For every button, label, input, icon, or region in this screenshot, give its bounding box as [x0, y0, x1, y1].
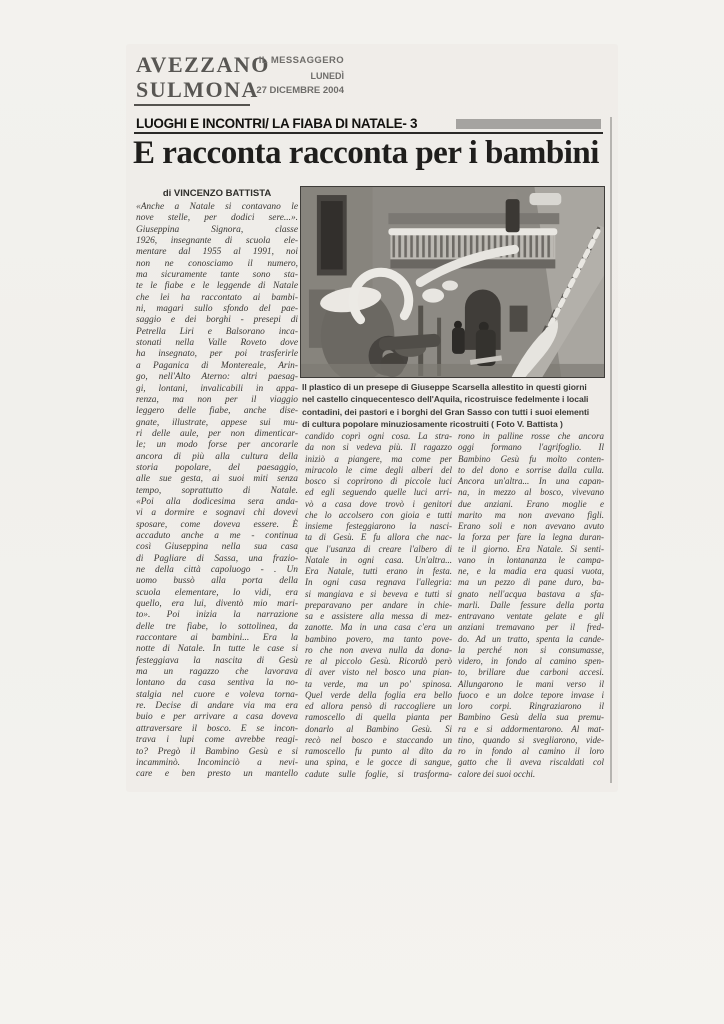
text-line: to del dono e sorrise dalla culla.	[458, 464, 604, 475]
text-line: re al piccolo Gesù. Ricordò però	[305, 656, 452, 666]
text-line: sa e assistere alla messa di mez-	[305, 611, 452, 621]
text-line: stalgia nel cuore e voleva torna-	[136, 689, 298, 700]
text-line: tino, quando si svegliarono, vide-	[458, 734, 604, 745]
text-line: ramoscello fu punto al dito da	[305, 746, 452, 756]
text-line: le; un modo forse per ancorarle	[136, 440, 298, 451]
text-line: re. Decise di andare via ma era	[136, 701, 298, 712]
text-line: a Paganica di Montereale, Arin-	[136, 360, 298, 371]
text-line: ta di Gesù. E fu allora che nac-	[305, 532, 452, 543]
kicker-decoration-bar	[456, 119, 601, 129]
text-line: to? Pregò il Bambino Gesù e si	[136, 746, 298, 757]
text-line: ed egli seguendo quelle luci arri-	[305, 487, 452, 498]
text-line: na, in mezzo al bosco, vivevano	[458, 487, 604, 498]
text-line: Ancora un'altra... In una capan-	[458, 476, 604, 486]
text-line: ha insegnato, per poi trasferirle	[136, 349, 298, 360]
text-line: ma sicuramente tante sono sta-	[136, 270, 298, 281]
text-line: di cultura popolare minuziosamente ricostruiti ( Foto V. Battista )	[302, 419, 563, 430]
text-line: gatto che li aveva riscaldati col	[458, 757, 604, 768]
text-line: scuola elementare, lo vidi, era	[136, 587, 298, 598]
text-line: si mangiava e si beveva e tutti si	[305, 588, 452, 599]
text-line: da non si vedeva più. Il ragazzo	[305, 442, 452, 453]
text-line: Bambino Gesù fu molto conten-	[458, 453, 604, 464]
text-line: marli. Dalle fessure della porta	[458, 599, 604, 610]
masthead-paper-block	[238, 55, 344, 96]
text-line: «Poi alla dodicesima sera anda-	[136, 496, 298, 507]
text-line: non ne conosciamo il numero,	[136, 258, 298, 269]
text-line: gnato nell'acqua bastava a sfa-	[458, 588, 604, 599]
text-line: festeggiava la nascita di Gesù	[136, 655, 298, 666]
text-line: miracolo le cime degli alberi del	[305, 464, 452, 475]
text-line: Erano soli e non avevano avuto	[458, 521, 604, 531]
text-line: Natale in ogni casa. Un'altra...	[305, 554, 452, 565]
text-line: raccontare ai bambini... Era la	[136, 633, 298, 644]
text-line: incamminò. Incominciò a nevi-	[136, 757, 298, 768]
text-line: cadute sulle foglie, si trasforma-	[305, 768, 452, 779]
text-line: delle tre fiabe, lo sottolinea, da	[136, 621, 298, 632]
text-line: Giuseppina Signora, classe	[136, 224, 298, 235]
text-line: Era Natale, tutti erano in festa.	[305, 566, 452, 576]
text-line: do. Ad un tratto, spenta la cande-	[458, 633, 604, 644]
text-line: nove stelle, per dodici sere...».	[136, 213, 298, 224]
text-line: ne della città capoluogo - . Un	[136, 565, 298, 575]
text-line: che lo accolsero con gioia e tutti	[305, 509, 452, 520]
text-line: ramoscello di quella pianta per	[305, 712, 452, 723]
text-line: vano in lontananza le campa-	[458, 554, 604, 565]
text-line: loro corpi. Ringraziarono il	[458, 701, 604, 711]
text-line: accaduto anche a me - continua	[136, 530, 298, 541]
text-line: ni, magari sullo sfondo del pae-	[136, 304, 298, 315]
text-line: storia popolare, del paesaggio,	[136, 462, 298, 473]
text-line: anziani tremavano per il fred-	[458, 622, 604, 633]
text-line: gnate, illustrate, appese sui mu-	[136, 417, 298, 428]
masthead-underline	[134, 104, 250, 106]
text-line: ed allora pensò di raccogliere un	[305, 701, 452, 711]
text-line: che lei ha raccontato ai bambi-	[136, 292, 298, 303]
text-line: di aver visto nel bosco una pian-	[305, 667, 452, 678]
text-line: oggi formano l'agrifoglio. Il	[458, 442, 604, 453]
text-line: gi, lontani, invalicabili in appa-	[136, 383, 298, 394]
text-line: go, nell'Alto Aterno: altri paesag-	[136, 372, 298, 383]
text-line: rono in palline rosse che ancora	[458, 431, 604, 441]
text-line: quello, era lui, diventò mio mari-	[136, 599, 298, 610]
text-line: stonati nella Valle Roveto dove	[136, 338, 298, 349]
text-line: ri delle aule, per non dimenticar-	[136, 428, 298, 439]
article-column-1	[136, 202, 298, 781]
text-line: contadini, dei pastori e i borghi del Gran Sasso con tutti i suoi elementi	[302, 406, 590, 417]
text-line: alle sue gesta, ai suoi miti senza	[136, 474, 298, 485]
kicker-rule	[134, 132, 603, 134]
text-line: ne, e la madia era quasi vuota,	[458, 566, 604, 576]
text-line: videro, in fondo al camino spen-	[458, 656, 604, 666]
text-line: entravano ventate gelate e gli	[458, 611, 604, 621]
article-column-2	[305, 431, 452, 780]
text-line: Bambino Gesù della sua premu-	[458, 712, 604, 723]
text-line: mentare dal 1955 al 1991, noi	[136, 247, 298, 258]
photo-caption	[302, 381, 604, 431]
text-line: bambino povero, ma tanto pove-	[305, 633, 452, 644]
text-line: vò a casa dove trovò i genitori	[305, 498, 452, 509]
text-line: zanotte. Ma in una casa c'era un	[305, 622, 452, 633]
text-line: vi a dormire e sognavi chi dovevi	[136, 508, 298, 519]
text-line: notte di Natale. In tutte le case si	[136, 644, 298, 655]
text-line: renza, ma non per il viaggio	[136, 394, 298, 405]
text-line: bosco si coprirono di piccole luci	[305, 476, 452, 486]
article-column-3	[458, 431, 604, 780]
text-line: Quel verde della foglia era bello	[305, 689, 452, 700]
text-line: due anziani. Erano moglie e	[458, 498, 604, 509]
text-line: lontano da casa sentiva la no-	[136, 678, 298, 689]
text-line: to, brillare due carboni accesi.	[458, 667, 604, 678]
text-line: leggero delle fiabe, anche dise-	[136, 406, 298, 417]
text-line: nel castello cinquecentesco dell'Aquila, ricostruisce fedelmente i locali	[302, 394, 589, 405]
text-line: tempo, soprattutto di Natale.	[136, 485, 298, 496]
newspaper-name: IL MESSAGGERO	[258, 55, 344, 66]
issue-date: 27 DICEMBRE 2004	[256, 85, 344, 96]
article-byline: di VINCENZO BATTISTA	[162, 188, 272, 199]
text-line: to». Poi inizia la narrazione	[136, 610, 298, 621]
text-line: iniziò a piangere, ma come per	[305, 453, 452, 464]
text-line: 1926, insegnante di scuola ele-	[136, 236, 298, 247]
text-line: così Giuseppina nella sua casa	[136, 542, 298, 553]
text-line: ancora di più alla cultura della	[136, 451, 298, 462]
text-line: te le fiabe e le leggende di Natale	[136, 281, 298, 292]
text-line: Il plastico di un presepe di Giuseppe Scarsella allestito in questi giorni	[302, 382, 587, 392]
article-headline: E racconta racconta per i bambini	[133, 135, 599, 171]
text-line: la forza per fare la legna duran-	[458, 532, 604, 543]
text-line: ta verde, ma un po' spinosa.	[305, 678, 452, 689]
presepe-photo-illustration	[301, 187, 604, 377]
text-line: saggio e dei borghi - presepi di	[136, 315, 298, 326]
presepe-photo	[300, 186, 605, 378]
section-kicker: LUOGHI E INCONTRI/ LA FIABA DI NATALE- 3	[136, 116, 418, 131]
text-line: uomo bussò alla porta della	[136, 576, 298, 587]
text-line: donarlo al Bambino Gesù. Si	[305, 723, 452, 734]
text-line: ro che non aveva nulla da dona-	[305, 644, 452, 655]
text-line: recò nel bosco e staccando un	[305, 734, 452, 745]
text-line: ma un pezzo di pane duro, ba-	[458, 577, 604, 588]
text-line: la perché non si consumasse,	[458, 644, 604, 655]
text-line: candido coprì ogni cosa. La stra-	[305, 431, 452, 441]
text-line: trava i lupi come avrebbe reagi-	[136, 735, 298, 746]
text-line: ra e si addormentarono. Al mat-	[458, 723, 604, 734]
right-column-rule	[610, 117, 612, 783]
text-line: ma un ragazzo che lavorava	[136, 667, 298, 678]
issue-weekday: LUNEDÌ	[310, 71, 344, 81]
text-line: que l'usanza di creare l'albero di	[305, 543, 452, 554]
text-line: In ogni casa regnava l'allegria:	[305, 577, 452, 588]
text-line: «Anche a Natale si contavano le	[136, 202, 298, 212]
text-line: una spina, e le gocce di sangue,	[305, 757, 452, 768]
text-line: Allungarono le mani verso il	[458, 678, 604, 689]
text-line: calore dei suoi occhi.	[458, 768, 536, 779]
text-line: preparavano per andare in chie-	[305, 599, 452, 610]
text-line: attraversare il bosco. E se incon-	[136, 723, 298, 734]
text-line: di Pagliare di Sassa, una frazio-	[136, 553, 298, 564]
text-line: insieme festeggiarono la nasci-	[305, 521, 452, 531]
text-line: te il giorno. Era Natale. Si senti-	[458, 543, 604, 554]
masthead-region-line1: AVEZZANO	[136, 52, 270, 77]
text-line: Petrella Liri e Balsorano inca-	[136, 326, 298, 337]
text-line: sposare, come doveva essere. È	[136, 519, 298, 530]
text-line: marito ma non avevano figli.	[458, 509, 604, 520]
masthead-region-line2: SULMONA	[136, 77, 259, 102]
text-line: ro in fondo al camino il loro	[458, 746, 604, 756]
text-line: care e ben presto un mantello	[136, 769, 298, 780]
text-line: buio e per arrivare a casa doveva	[136, 712, 298, 723]
text-line: fuoco e un dolce tepore invase i	[458, 689, 604, 700]
